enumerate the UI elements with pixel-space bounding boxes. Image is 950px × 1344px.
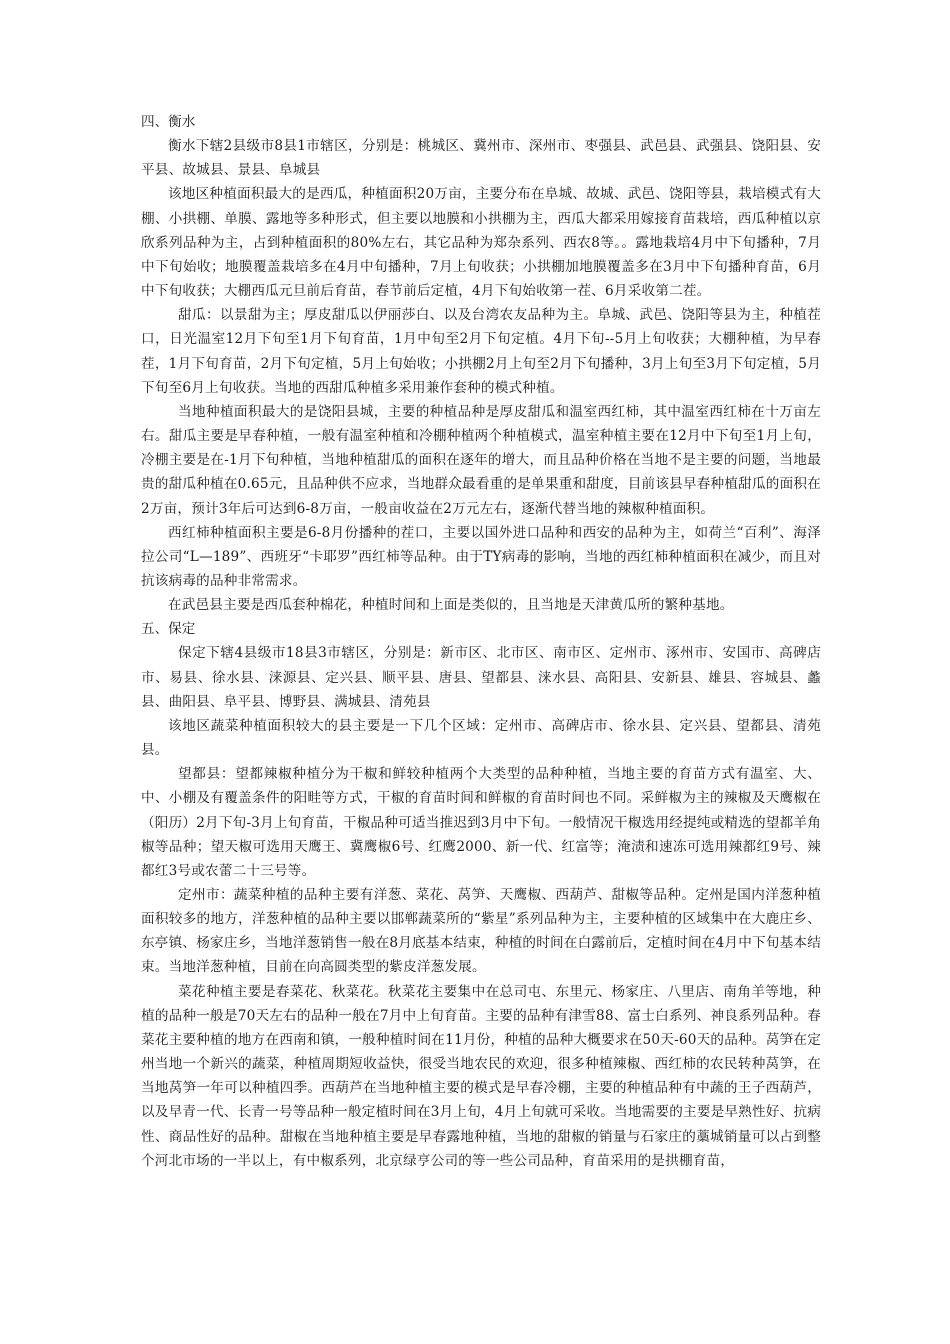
paragraph: 定州市：蔬菜种植的品种主要有洋葱、菜花、莴笋、天鹰椒、西葫芦、甜椒等品种。定州是国内洋葱种植面积较多的地方，洋葱种植的品种主要以邯郸蔬菜所的“紫星”系列品种为主，主要种植的区域集中在大鹿庄乡、东亭镇、杨家庄乡，当地洋葱销售一般在8月底基本结束，种植的时间在白露前后，定植时间在4月中下旬基本结束。当地洋葱种植，目前在向高圆类型的紫皮洋葱发展。 — [141, 887, 821, 976]
paragraph: 该地区蔬菜种植面积较大的县主要是一下几个区域：定州市、高碑店市、徐水县、定兴县、望都县、清苑县。 — [141, 717, 821, 759]
section-heading: 五、保定 — [141, 621, 196, 638]
paragraph: 该地区种植面积最大的是西瓜，种植面积20万亩，主要分布在阜城、故城、武邑、饶阳等县，栽培模式有大棚、小拱棚、单膜、露地等多种形式，但主要以地膜和小拱棚为主，西瓜大都采用嫁接育苗栽培，西瓜种植以京欣系列品种为主，占到种植面积的80%左右，其它品种为郑杂系列、西农8等。。露地栽培4月中下旬播种，7月中下旬始收；地膜覆盖栽培多在4月中旬播种，7月上旬收获；小拱棚加地膜覆盖多在3月中下旬播种育苗，6月中下旬收获；大棚西瓜元旦前后育苗，春节前后定植，4月下旬始收第一茬、6月采收第二茬。 — [141, 186, 821, 300]
paragraph: 当地种植面积最大的是饶阳县城，主要的种植品种是厚皮甜瓜和温室西红柿，其中温室西红柿在十万亩左右。甜瓜主要是早春种植，一般有温室种植和冷棚种植两个种植模式，温室种植主要在12月中下旬至1月上旬，冷棚主要是在-1月下旬种植，当地种植甜瓜的面积在逐年的增大，而且品种价格在当地不是主要的问题，当地最贵的甜瓜种植在0.65元，且品种供不应求，当地群众最看重的是单果重和甜度，目前该县早春种植甜瓜的面积在2万亩，预计3年后可达到6-8万亩，一般亩收益在2万元左右，逐渐代替当地的辣椒种植面积。 — [141, 403, 821, 517]
paragraph: 望都县：望都辣椒种植分为干椒和鲜较种植两个大类型的品种种植，当地主要的育苗方式有温室、大、中、小棚及有覆盖条件的阳畦等方式，干椒的育苗时间和鲜椒的育苗时间也不同。采鲜椒为主的辣椒及天鹰椒在（阳历）2月下旬-3月上旬育苗，干椒品种可适当推迟到3月中下旬。一般情况干椒选用经提纯或精选的望都羊角椒等品种；望天椒可选用天鹰王、冀鹰椒6号、红鹰2000、新一代、红富等；淹渍和速冻可选用辣都红9号、辣都红3号或农蕾二十三号等。 — [141, 766, 821, 879]
paragraph: 甜瓜：以景甜为主；厚皮甜瓜以伊丽莎白、以及台湾农友品种为主。阜城、武邑、饶阳等县为主，种植茬口，日光温室12月下旬至1月下旬育苗，1月中旬至2月下旬定植。4月下旬--5月上旬收获；大棚种植，为早春茬，1月下旬育苗，2月下旬定植，5月上旬始收；小拱棚2月上旬至2月下旬播种，3月上旬至3月下旬定植，5月下旬至6月上旬收获。当地的西甜瓜种植多采用兼作套种的模式种植。 — [141, 307, 821, 396]
paragraph: 保定下辖4县级市18县3市辖区，分别是：新市区、北市区、南市区、定州市、涿州市、安国市、高碑店市、易县、徐水县、涞源县、定兴县、顺平县、唐县、望都县、涞水县、高阳县、安新县、雄县、容城县、蠡县、曲阳县、阜平县、博野县、满城县、清苑县 — [141, 645, 821, 710]
section-baoding — [141, 617, 821, 1173]
paragraph: 菜花种植主要是春菜花、秋菜花。秋菜花主要集中在总司屯、东里元、杨家庄、八里店、南角羊等地，种植的品种一般是70天左右的品种一般在7月中上旬育苗。主要的品种有津雪88、富士白系列、神良系列品种。春菜花主要种植的地方在西南和镇，一般种植时间在11月份，种植的品种大概要求在50天-60天的品种。莴笋在定州当地一个新兴的蔬菜，种植周期短收益快，很受当地农民的欢迎，很多种植辣椒、西红柿的农民转种莴笋，在当地莴笋一年可以种植四季。西葫芦在当地种植主要的模式是早春冷棚，主要的种植品种有中蔬的王子西葫芦，以及早青一代、长青一号等品种一般定植时间在3月上旬，4月上旬就可采收。当地需要的主要是早熟性好、抗病性、商品性好的品种。甜椒在当地种植主要是早春露地种植，当地的甜椒的销量与石家庄的藁城销量可以占到整个河北市场的一半以上，有中椒系列，北京绿亨公司的等一些公司品种，育苗采用的是拱棚育苗， — [141, 983, 821, 1169]
paragraph: 西红柿种植面积主要是6-8月份播种的茬口，主要以国外进口品种和西安的品种为主，如荷兰“百利”、海泽拉公司“L—189”、西班牙“卡耶罗”西红柿等品种。由于TY病毒的影响，当地的西红柿种植面积在减少，而且对抗该病毒的品种非常需求。 — [141, 524, 821, 589]
document-body — [141, 110, 821, 1173]
paragraph: 衡水下辖2县级市8县1市辖区，分别是：桃城区、冀州市、深州市、枣强县、武邑县、武强县、饶阳县、安平县、故城县、景县、阜城县 — [141, 138, 821, 179]
paragraph: 在武邑县主要是西瓜套种棉花，种植时间和上面是类似的，且当地是天津黄瓜所的繁种基地。 — [168, 597, 734, 614]
section-hengshui — [141, 110, 821, 617]
section-heading: 四、衡水 — [141, 114, 196, 130]
